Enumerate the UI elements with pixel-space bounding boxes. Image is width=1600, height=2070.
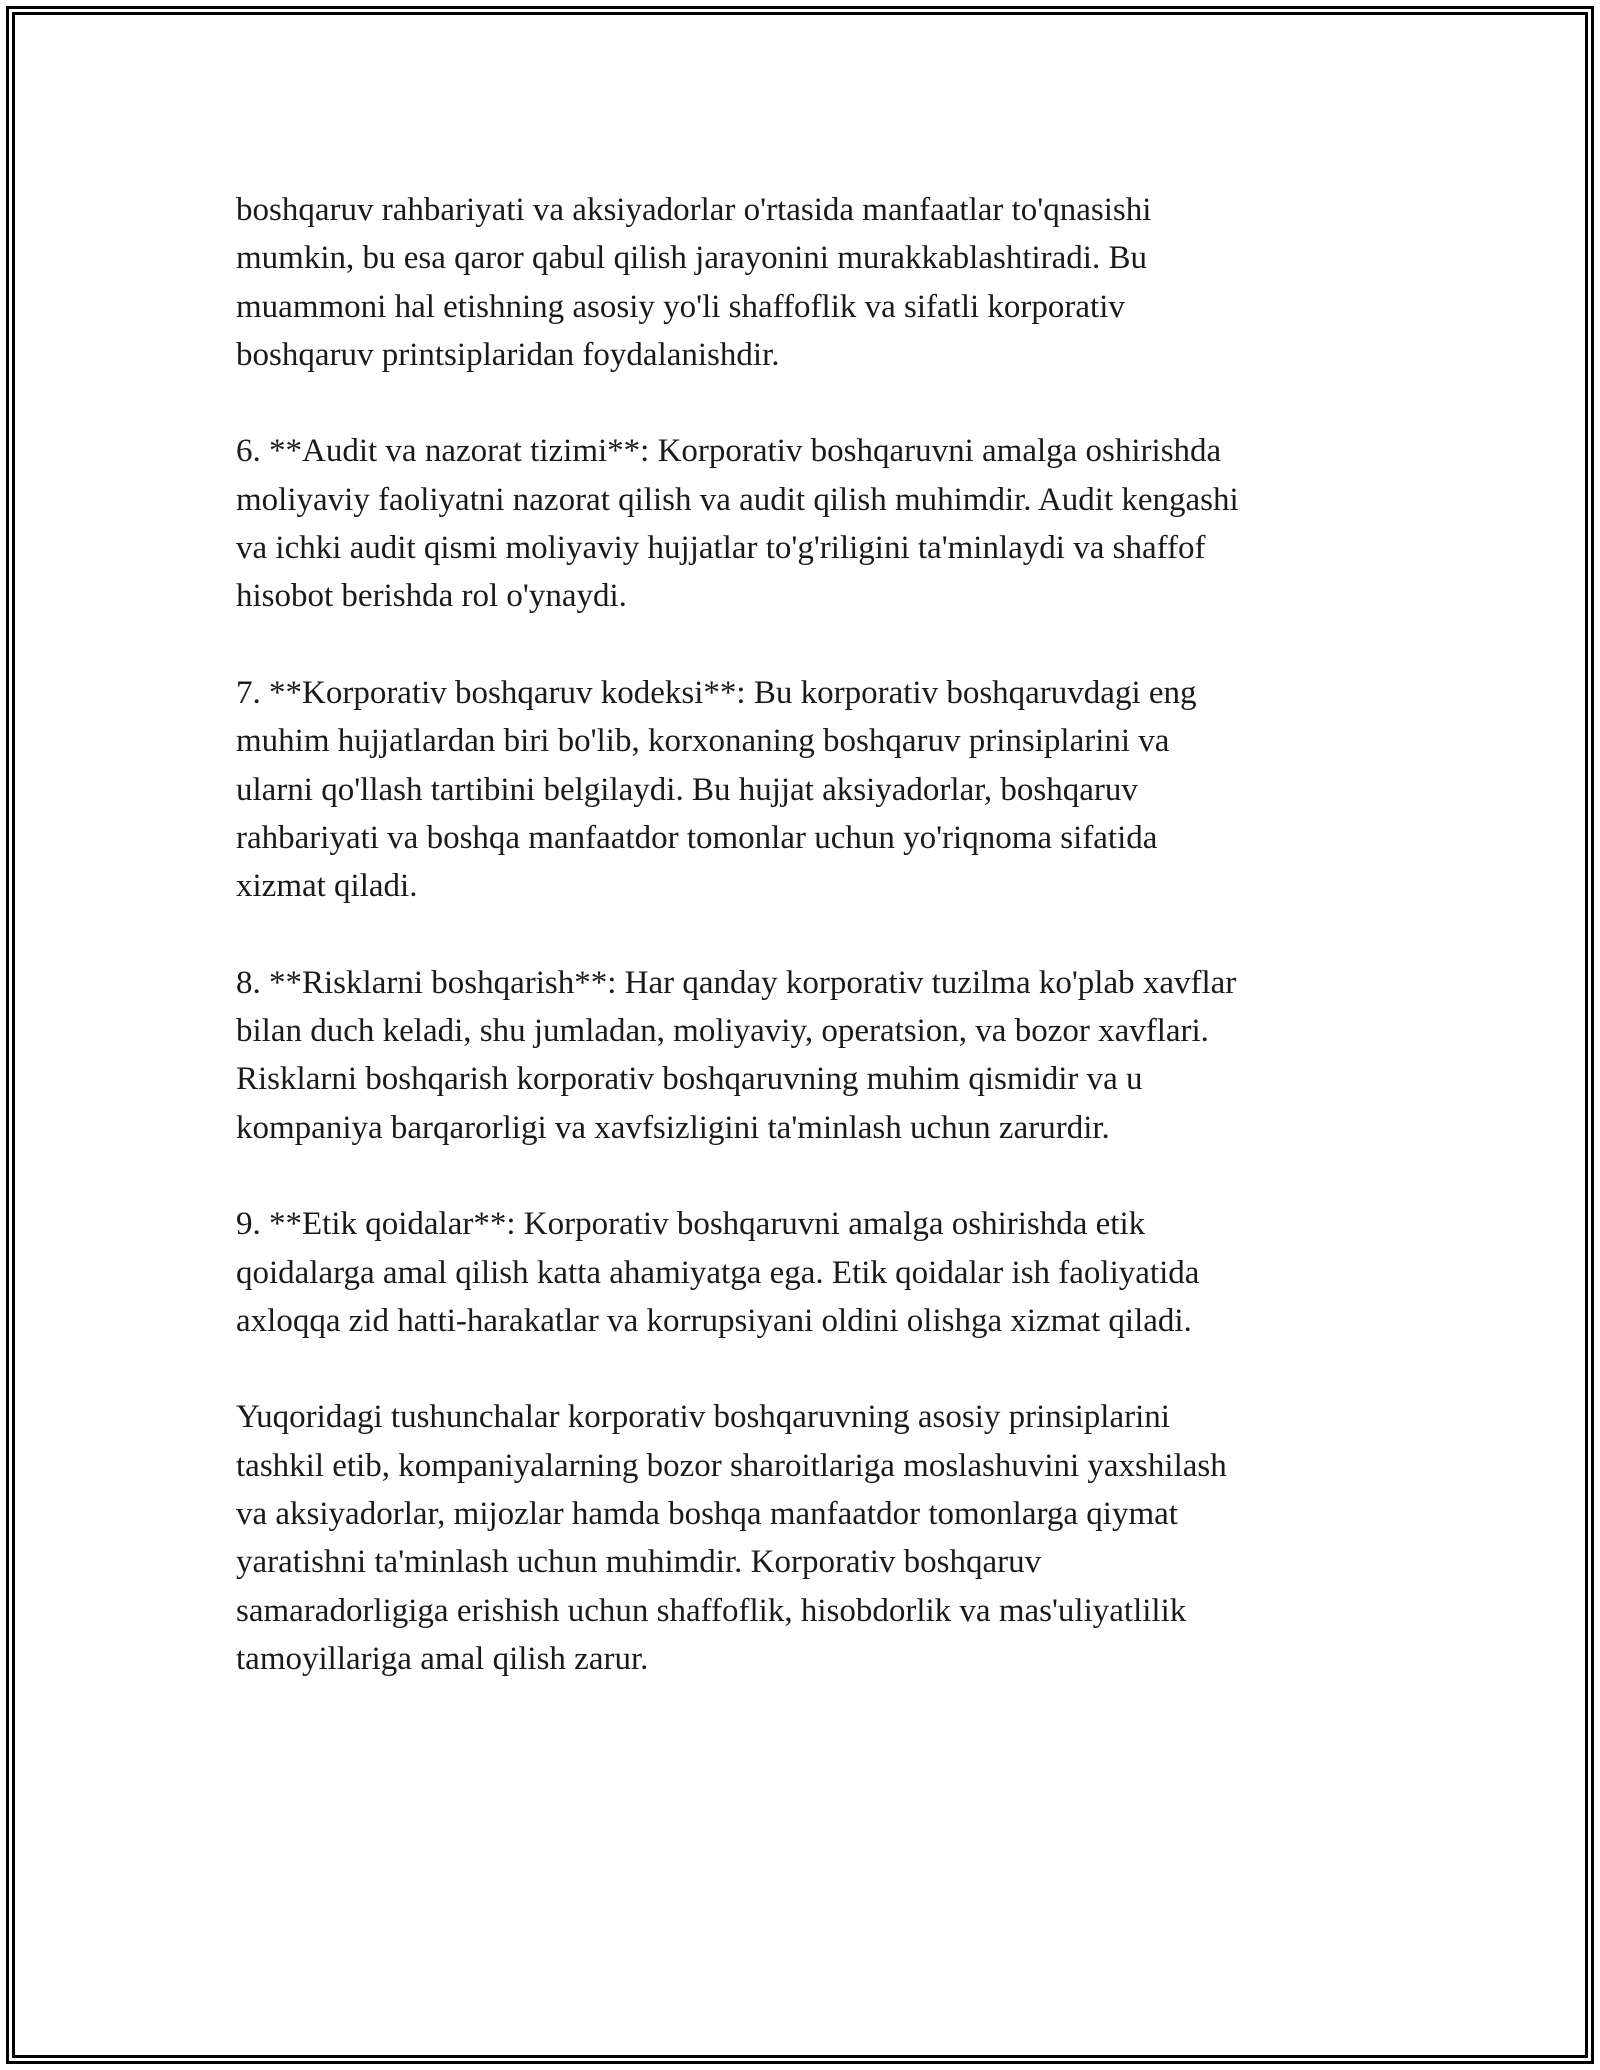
- text-line: 9. **Etik qoidalar**: Korporativ boshqaruvni amalga oshirishda etik: [236, 1206, 1146, 1243]
- text-line: muammoni hal etishning asosiy yo'li shaffoflik va sifatli korporativ: [236, 288, 1125, 325]
- text-line: boshqaruv printsiplaridan foydalanishdir.: [236, 336, 780, 373]
- text-line: xizmat qiladi.: [236, 868, 418, 905]
- document-body: [236, 186, 1396, 1732]
- text-line: va ichki audit qismi moliyaviy hujjatlar to'g'riligini ta'minlaydi va shaffof: [236, 530, 1206, 567]
- text-line: 7. **Korporativ boshqaruv kodeksi**: Bu korporativ boshqaruvdagi eng: [236, 674, 1197, 711]
- text-line: kompaniya barqarorligi va xavfsizligini ta'minlash uchun zarurdir.: [236, 1109, 1110, 1146]
- text-line: qoidalarga amal qilish katta ahamiyatga ega. Etik qoidalar ish faoliyatida: [236, 1254, 1200, 1291]
- text-line: bilan duch keladi, shu jumladan, moliyaviy, operatsion, va bozor xavflari.: [236, 1013, 1209, 1050]
- text-line: 6. **Audit va nazorat tizimi**: Korporativ boshqaruvni amalga oshirishda: [236, 433, 1222, 470]
- text-line: Yuqoridagi tushunchalar korporativ boshqaruvning asosiy prinsiplarini: [236, 1399, 1170, 1436]
- paragraph-ethics: [236, 1200, 1396, 1345]
- text-line: 8. **Risklarni boshqarish**: Har qanday korporativ tuzilma ko'plab xavflar: [236, 964, 1237, 1001]
- paragraph-governance-code: [236, 669, 1396, 910]
- text-line: samaradorligiga erishish uchun shaffoflik, hisobdorlik va mas'uliyatlilik: [236, 1592, 1187, 1629]
- text-line: tamoyillariga amal qilish zarur.: [236, 1640, 649, 1677]
- text-line: ularni qo'llash tartibini belgilaydi. Bu hujjat aksiyadorlar, boshqaruv: [236, 771, 1138, 808]
- paragraph-audit-control: [236, 427, 1396, 620]
- text-line: moliyaviy faoliyatni nazorat qilish va audit qilish muhimdir. Audit kengashi: [236, 481, 1239, 518]
- text-line: Risklarni boshqarish korporativ boshqaruvning muhim qismidir va u: [236, 1061, 1143, 1098]
- text-line: hisobot berishda rol o'ynaydi.: [236, 578, 627, 615]
- text-line: rahbariyati va boshqa manfaatdor tomonlar uchun yo'riqnoma sifatida: [236, 819, 1158, 856]
- text-line: muhim hujjatlardan biri bo'lib, korxonaning boshqaruv prinsiplarini va: [236, 723, 1170, 760]
- text-line: axloqqa zid hatti-harakatlar va korrupsiyani oldini olishga xizmat qiladi.: [236, 1302, 1192, 1339]
- text-line: va aksiyadorlar, mijozlar hamda boshqa manfaatdor tomonlarga qiymat: [236, 1496, 1178, 1533]
- paragraph-conflict-of-interest: [236, 186, 1396, 379]
- text-line: yaratishni ta'minlash uchun muhimdir. Korporativ boshqaruv: [236, 1544, 1042, 1581]
- text-line: mumkin, bu esa qaror qabul qilish jarayonini murakkablashtiradi. Bu: [236, 240, 1147, 277]
- paragraph-risk-management: [236, 959, 1396, 1152]
- text-line: tashkil etib, kompaniyalarning bozor sharoitlariga moslashuvini yaxshilash: [236, 1447, 1227, 1484]
- text-line: boshqaruv rahbariyati va aksiyadorlar o'rtasida manfaatlar to'qnasishi: [236, 192, 1152, 228]
- paragraph-conclusion: [236, 1393, 1396, 1683]
